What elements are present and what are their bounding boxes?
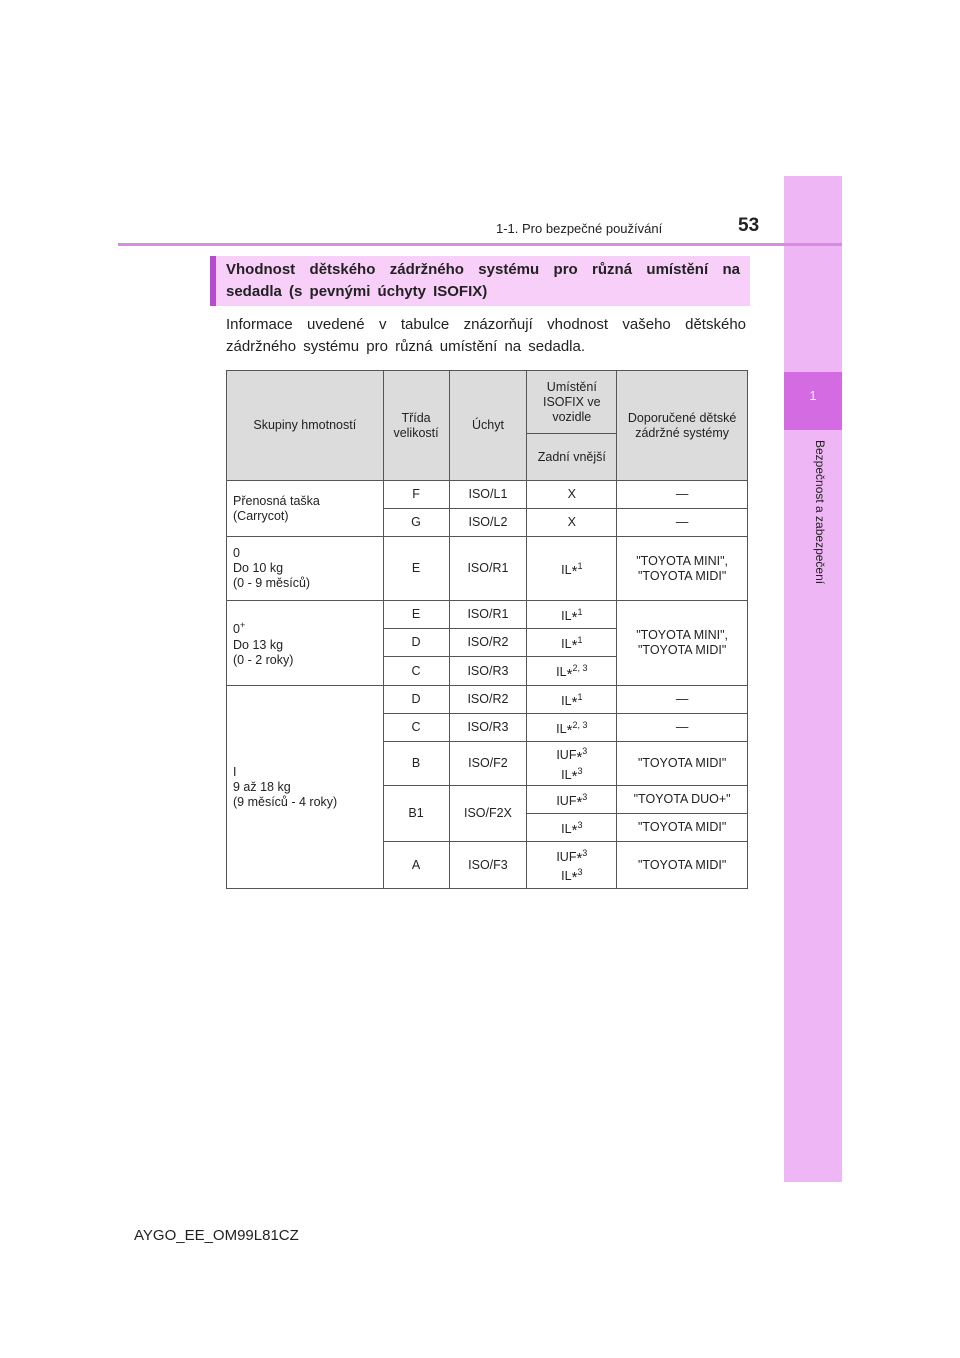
mass-group-1: I 9 až 18 kg (9 měsíců - 4 roky) xyxy=(227,686,384,889)
size-class-cell: E xyxy=(383,537,449,601)
table-row xyxy=(227,481,748,509)
mass-group-carrycot: Přenosná taška (Carrycot) xyxy=(227,481,384,537)
fixture-cell: ISO/L1 xyxy=(449,481,527,509)
header-fixture: Úchyt xyxy=(449,371,527,481)
document-code: AYGO_EE_OM99L81CZ xyxy=(134,1227,299,1244)
fixture-cell: ISO/R1 xyxy=(449,537,527,601)
header-size-class: Třída velikostí xyxy=(383,371,449,481)
table-row xyxy=(227,686,748,714)
recommended-cell: "TOYOTA MINI", "TOYOTA MIDI" xyxy=(617,601,748,686)
section-title: Vhodnost dětského zádržného systému pro různá umístění na sedadla (s pevnými úchyty ISOFIX) xyxy=(226,261,740,300)
recommended-cell: — xyxy=(617,686,748,714)
fixture-cell: ISO/R3 xyxy=(449,657,527,686)
intro-paragraph: Informace uvedené v tabulce znázorňují vhodnost vašeho dětského zádržného systému pro různá umístění na sedadla. xyxy=(226,316,746,355)
header-section-title: 1-1. Pro bezpečné používání xyxy=(496,221,663,236)
size-class-cell: F xyxy=(383,481,449,509)
size-class-cell: A xyxy=(383,842,449,889)
size-class-cell: B xyxy=(383,742,449,786)
table-row xyxy=(227,601,748,629)
recommended-cell: "TOYOTA DUO+" xyxy=(617,786,748,814)
mass-group-0: 0 Do 10 kg (0 - 9 měsíců) xyxy=(227,537,384,601)
size-class-cell: B1 xyxy=(383,786,449,842)
position-cell: IL*$^1$ xyxy=(527,601,617,629)
position-cell: IL*$^1$ xyxy=(527,629,617,657)
position-cell: IL*$^{2, 3}$ xyxy=(527,657,617,686)
header-rule xyxy=(118,243,842,246)
position-cell: IUF*$^3$ xyxy=(527,786,617,814)
size-class-cell: G xyxy=(383,509,449,537)
fixture-cell: ISO/L2 xyxy=(449,509,527,537)
chapter-label: Bezpečnost a zabezpečení xyxy=(813,440,827,585)
recommended-cell: "TOYOTA MIDI" xyxy=(617,814,748,842)
recommended-cell: "TOYOTA MIDI" xyxy=(617,742,748,786)
page-number: 53 xyxy=(738,215,760,236)
position-cell: X xyxy=(527,509,617,537)
recommended-cell: — xyxy=(617,481,748,509)
isofix-suitability-table xyxy=(226,370,748,889)
chapter-number: 1 xyxy=(809,388,817,403)
position-cell: IUF*$^3$ IL*$^3$ xyxy=(527,742,617,786)
table-row xyxy=(227,537,748,601)
recommended-cell: "TOYOTA MINI", "TOYOTA MIDI" xyxy=(617,537,748,601)
size-class-cell: D xyxy=(383,686,449,714)
mass-group-0-plus: 0+ Do 13 kg (0 - 2 roky) xyxy=(227,601,384,686)
header-rear-outer: Zadní vnější xyxy=(527,434,617,481)
position-cell: IL*$^1$ xyxy=(527,686,617,714)
size-class-cell: D xyxy=(383,629,449,657)
size-class-cell: E xyxy=(383,601,449,629)
fixture-cell: ISO/F2X xyxy=(449,786,527,842)
fixture-cell: ISO/R2 xyxy=(449,629,527,657)
header-mass-group: Skupiny hmotností xyxy=(227,371,384,481)
position-cell: X xyxy=(527,481,617,509)
position-cell: IL*$^{2, 3}$ xyxy=(527,714,617,742)
position-cell: IL*$^1$ xyxy=(527,537,617,601)
header-isofix-position: Umístění ISOFIX ve vozidle xyxy=(527,371,617,434)
size-class-cell: C xyxy=(383,714,449,742)
chapter-side-tab xyxy=(784,176,842,1182)
section-title-box xyxy=(210,256,750,306)
fixture-cell: ISO/R2 xyxy=(449,686,527,714)
recommended-cell: — xyxy=(617,714,748,742)
header-recommended: Doporučené dětské zádržné systémy xyxy=(617,371,748,481)
recommended-cell: "TOYOTA MIDI" xyxy=(617,842,748,889)
size-class-cell: C xyxy=(383,657,449,686)
recommended-cell: — xyxy=(617,509,748,537)
fixture-cell: ISO/R1 xyxy=(449,601,527,629)
position-cell: IL*$^3$ xyxy=(527,814,617,842)
fixture-cell: ISO/F3 xyxy=(449,842,527,889)
fixture-cell: ISO/R3 xyxy=(449,714,527,742)
fixture-cell: ISO/F2 xyxy=(449,742,527,786)
position-cell: IUF*$^3$ IL*$^3$ xyxy=(527,842,617,889)
